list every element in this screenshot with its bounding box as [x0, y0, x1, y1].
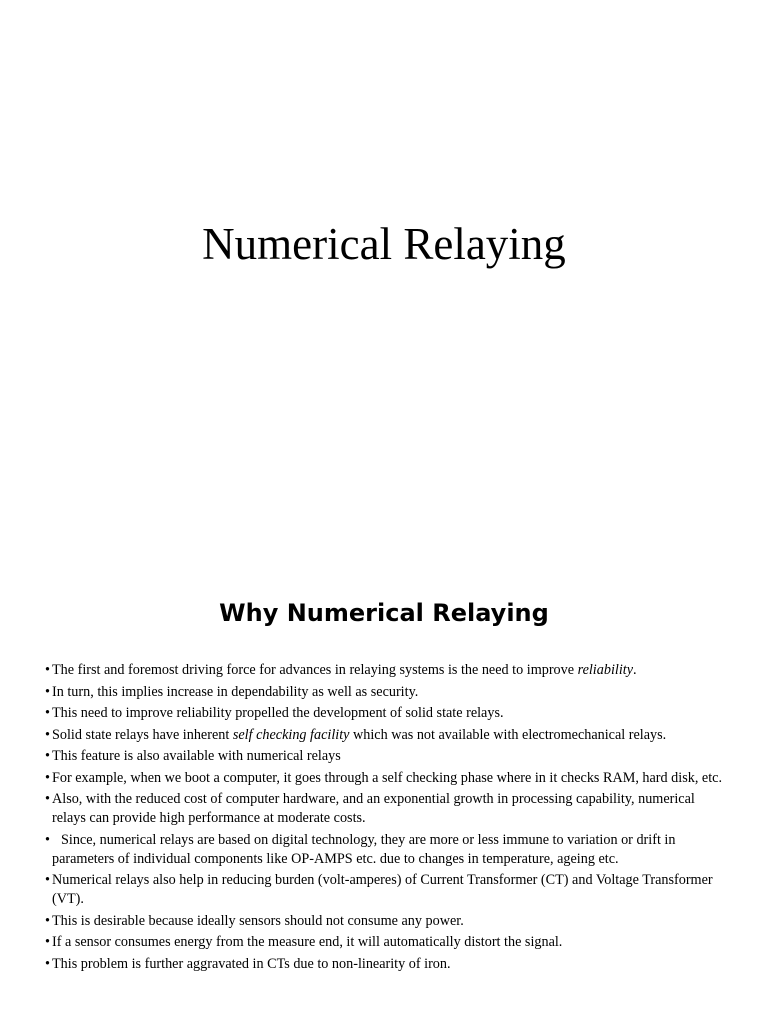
bullet-marker: •	[45, 705, 50, 721]
bullet-text: Also, with the reduced cost of computer hardware, and an exponential growth in processing capability, numerical relays can provide high performance at moderate costs.	[52, 791, 695, 826]
bullet-text: which was not available with electromechanical relays.	[349, 726, 667, 743]
bullet-text: Solid state relays have inherent	[52, 726, 233, 743]
bullet-text: This problem is further aggravated in CTs due to non-linearity of iron.	[52, 955, 451, 972]
bullet-item	[45, 871, 725, 909]
bullet-text: This is desirable because ideally sensors should not consume any power.	[52, 912, 464, 929]
slide-title: Numerical Relaying	[202, 219, 566, 269]
bullet-item	[45, 747, 725, 766]
bullet-marker: •	[45, 662, 50, 678]
bullet-item	[45, 933, 725, 952]
bullet-marker: •	[45, 912, 50, 929]
bullet-text: This feature is also available with numerical relays	[52, 748, 341, 764]
bullet-text: This need to improve reliability propelled the development of solid state relays.	[52, 705, 504, 721]
bullet-marker: •	[45, 683, 50, 700]
bullet-marker: •	[45, 831, 50, 848]
bullet-item	[45, 955, 725, 974]
bullet-item	[45, 704, 725, 723]
bullet-item	[45, 769, 725, 788]
bullet-text: Since, numerical relays are based on digital technology, they are more or less immune to variation or drift in parameters of individual components like OP-AMPS etc. due to changes in temperature, ageing etc.	[52, 831, 676, 867]
bullet-marker: •	[45, 769, 50, 786]
bullet-item	[45, 831, 725, 869]
bullet-marker: •	[45, 791, 50, 807]
bullet-text: .	[633, 662, 637, 678]
bullet-item	[45, 790, 725, 828]
bullet-marker: •	[45, 955, 50, 972]
bullet-item	[45, 683, 725, 702]
bullet-emphasis: reliability	[577, 662, 634, 678]
bullet-item	[45, 912, 725, 931]
bullet-text: If a sensor consumes energy from the measure end, it will automatically distort the signal.	[52, 934, 563, 950]
bullet-text: In turn, this implies increase in dependability as well as security.	[52, 683, 419, 700]
bullet-marker: •	[45, 726, 50, 743]
section-heading: Why Numerical Relaying	[219, 599, 549, 627]
bullet-item	[45, 661, 725, 680]
bullet-list	[45, 661, 725, 976]
bullet-marker: •	[45, 934, 50, 950]
bullet-text: The first and foremost driving force for advances in relaying systems is the need to improve	[52, 662, 578, 678]
bullet-text: Numerical relays also help in reducing burden (volt-amperes) of Current Transformer (CT) and Voltage Transformer (VT).	[52, 872, 713, 907]
bullet-marker: •	[45, 748, 50, 764]
bullet-emphasis: self checking facility	[232, 726, 350, 743]
bullet-marker: •	[45, 872, 50, 888]
bullet-text: For example, when we boot a computer, it goes through a self checking phase where in it checks RAM, hard disk, etc.	[52, 769, 722, 786]
bullet-item	[45, 726, 725, 745]
